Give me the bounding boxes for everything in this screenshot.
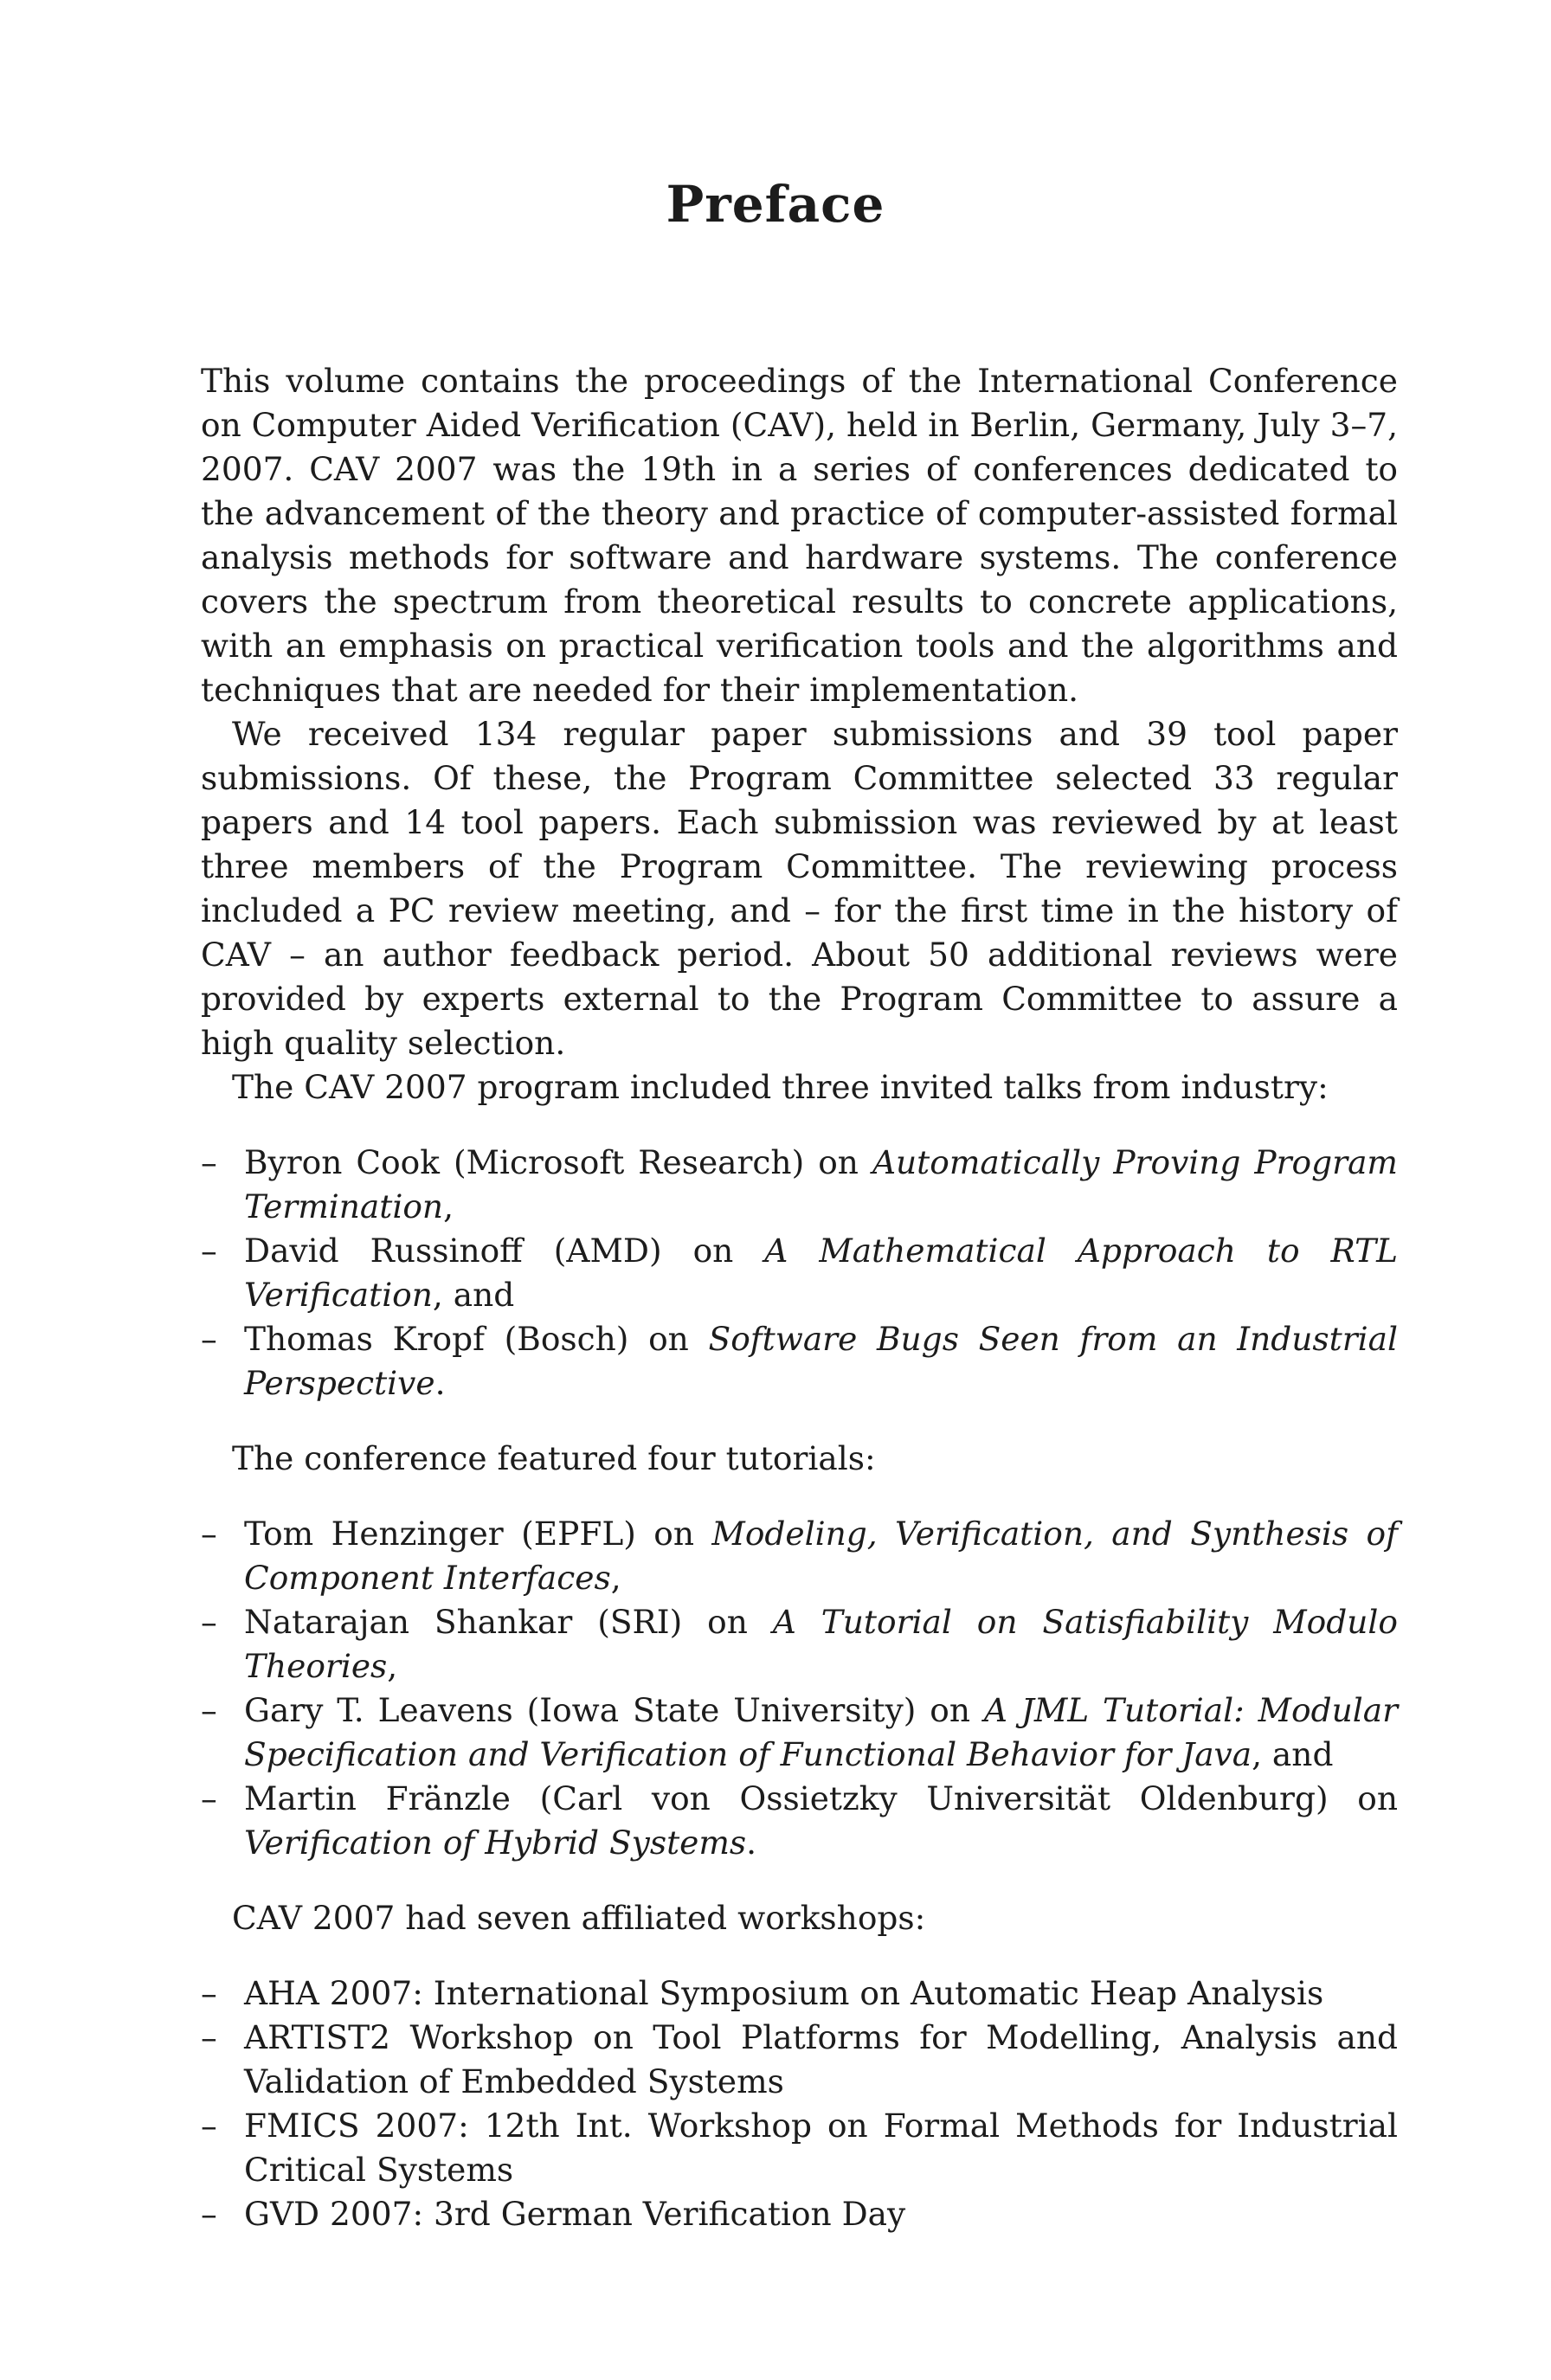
body-text [201,359,1398,2267]
list-item: – Tom Henzinger (EPFL) on Modeling, Verification, and Synthesis of Component Interfaces, [201,1512,1398,1600]
list-item: – Byron Cook (Microsoft Research) on Automatically Proving Program Termination, [201,1141,1398,1229]
list-item: – David Russinoff (AMD) on A Mathematical Approach to RTL Verification, and [201,1229,1398,1317]
list-item: – GVD 2007: 3rd German Verification Day [201,2192,1398,2236]
page-title: Preface [666,175,885,234]
workshops-list [201,1972,1398,2236]
paragraph-intro: This volume contains the proceedings of the International Conference on Computer Aided Verification (CAV), held in Berlin, Germany, July 3–7, 2007. CAV 2007 was the 19th in a series of conferences dedicated to the advancement of the theory and practice of computer-assisted formal analysis methods for software and hardware systems. The conference covers the spectrum from theoretical results to concrete applications, with an emphasis on practical verification tools and the algorithms and techniques that are needed for their implementation. [201,362,1398,709]
tutorials-list [201,1512,1398,1865]
paragraph-submissions: We received 134 regular paper submissions and 39 tool paper submissions. Of these, the Program Committee selected 33 regular papers and 14 tool papers. Each submission was reviewed by at least three members of the Program Committee. The reviewing process included a PC review meeting, and – for the first time in the history of CAV – an author feedback period. About 50 additional reviews were provided by experts external to the Program Committee to assure a high quality selection. [201,715,1398,1062]
list-item: – Thomas Kropf (Bosch) on Software Bugs Seen from an Industrial Perspective. [201,1317,1398,1405]
paragraph-tutorials-intro: The conference featured four tutorials: [232,1439,876,1477]
list-item: – Martin Fränzle (Carl von Ossietzky Universität Oldenburg) on Verification of Hybrid Systems. [201,1777,1398,1865]
list-item: – FMICS 2007: 12th Int. Workshop on Formal Methods for Industrial Critical Systems [201,2104,1398,2192]
list-item: – Gary T. Leavens (Iowa State University) on A JML Tutorial: Modular Specification and Verification of Functional Behavior for Java, and [201,1689,1398,1777]
paragraph-workshops-intro: CAV 2007 had seven affiliated workshops: [232,1899,926,1937]
list-item: – AHA 2007: International Symposium on Automatic Heap Analysis [201,1972,1398,2016]
list-item: – Natarajan Shankar (SRI) on A Tutorial on Satisfiability Modulo Theories, [201,1600,1398,1689]
paragraph-invited-intro: The CAV 2007 program included three invited talks from industry: [232,1068,1329,1106]
list-item: – ARTIST2 Workshop on Tool Platforms for Modelling, Analysis and Validation of Embedded Systems [201,2016,1398,2104]
invited-talks-list [201,1141,1398,1405]
